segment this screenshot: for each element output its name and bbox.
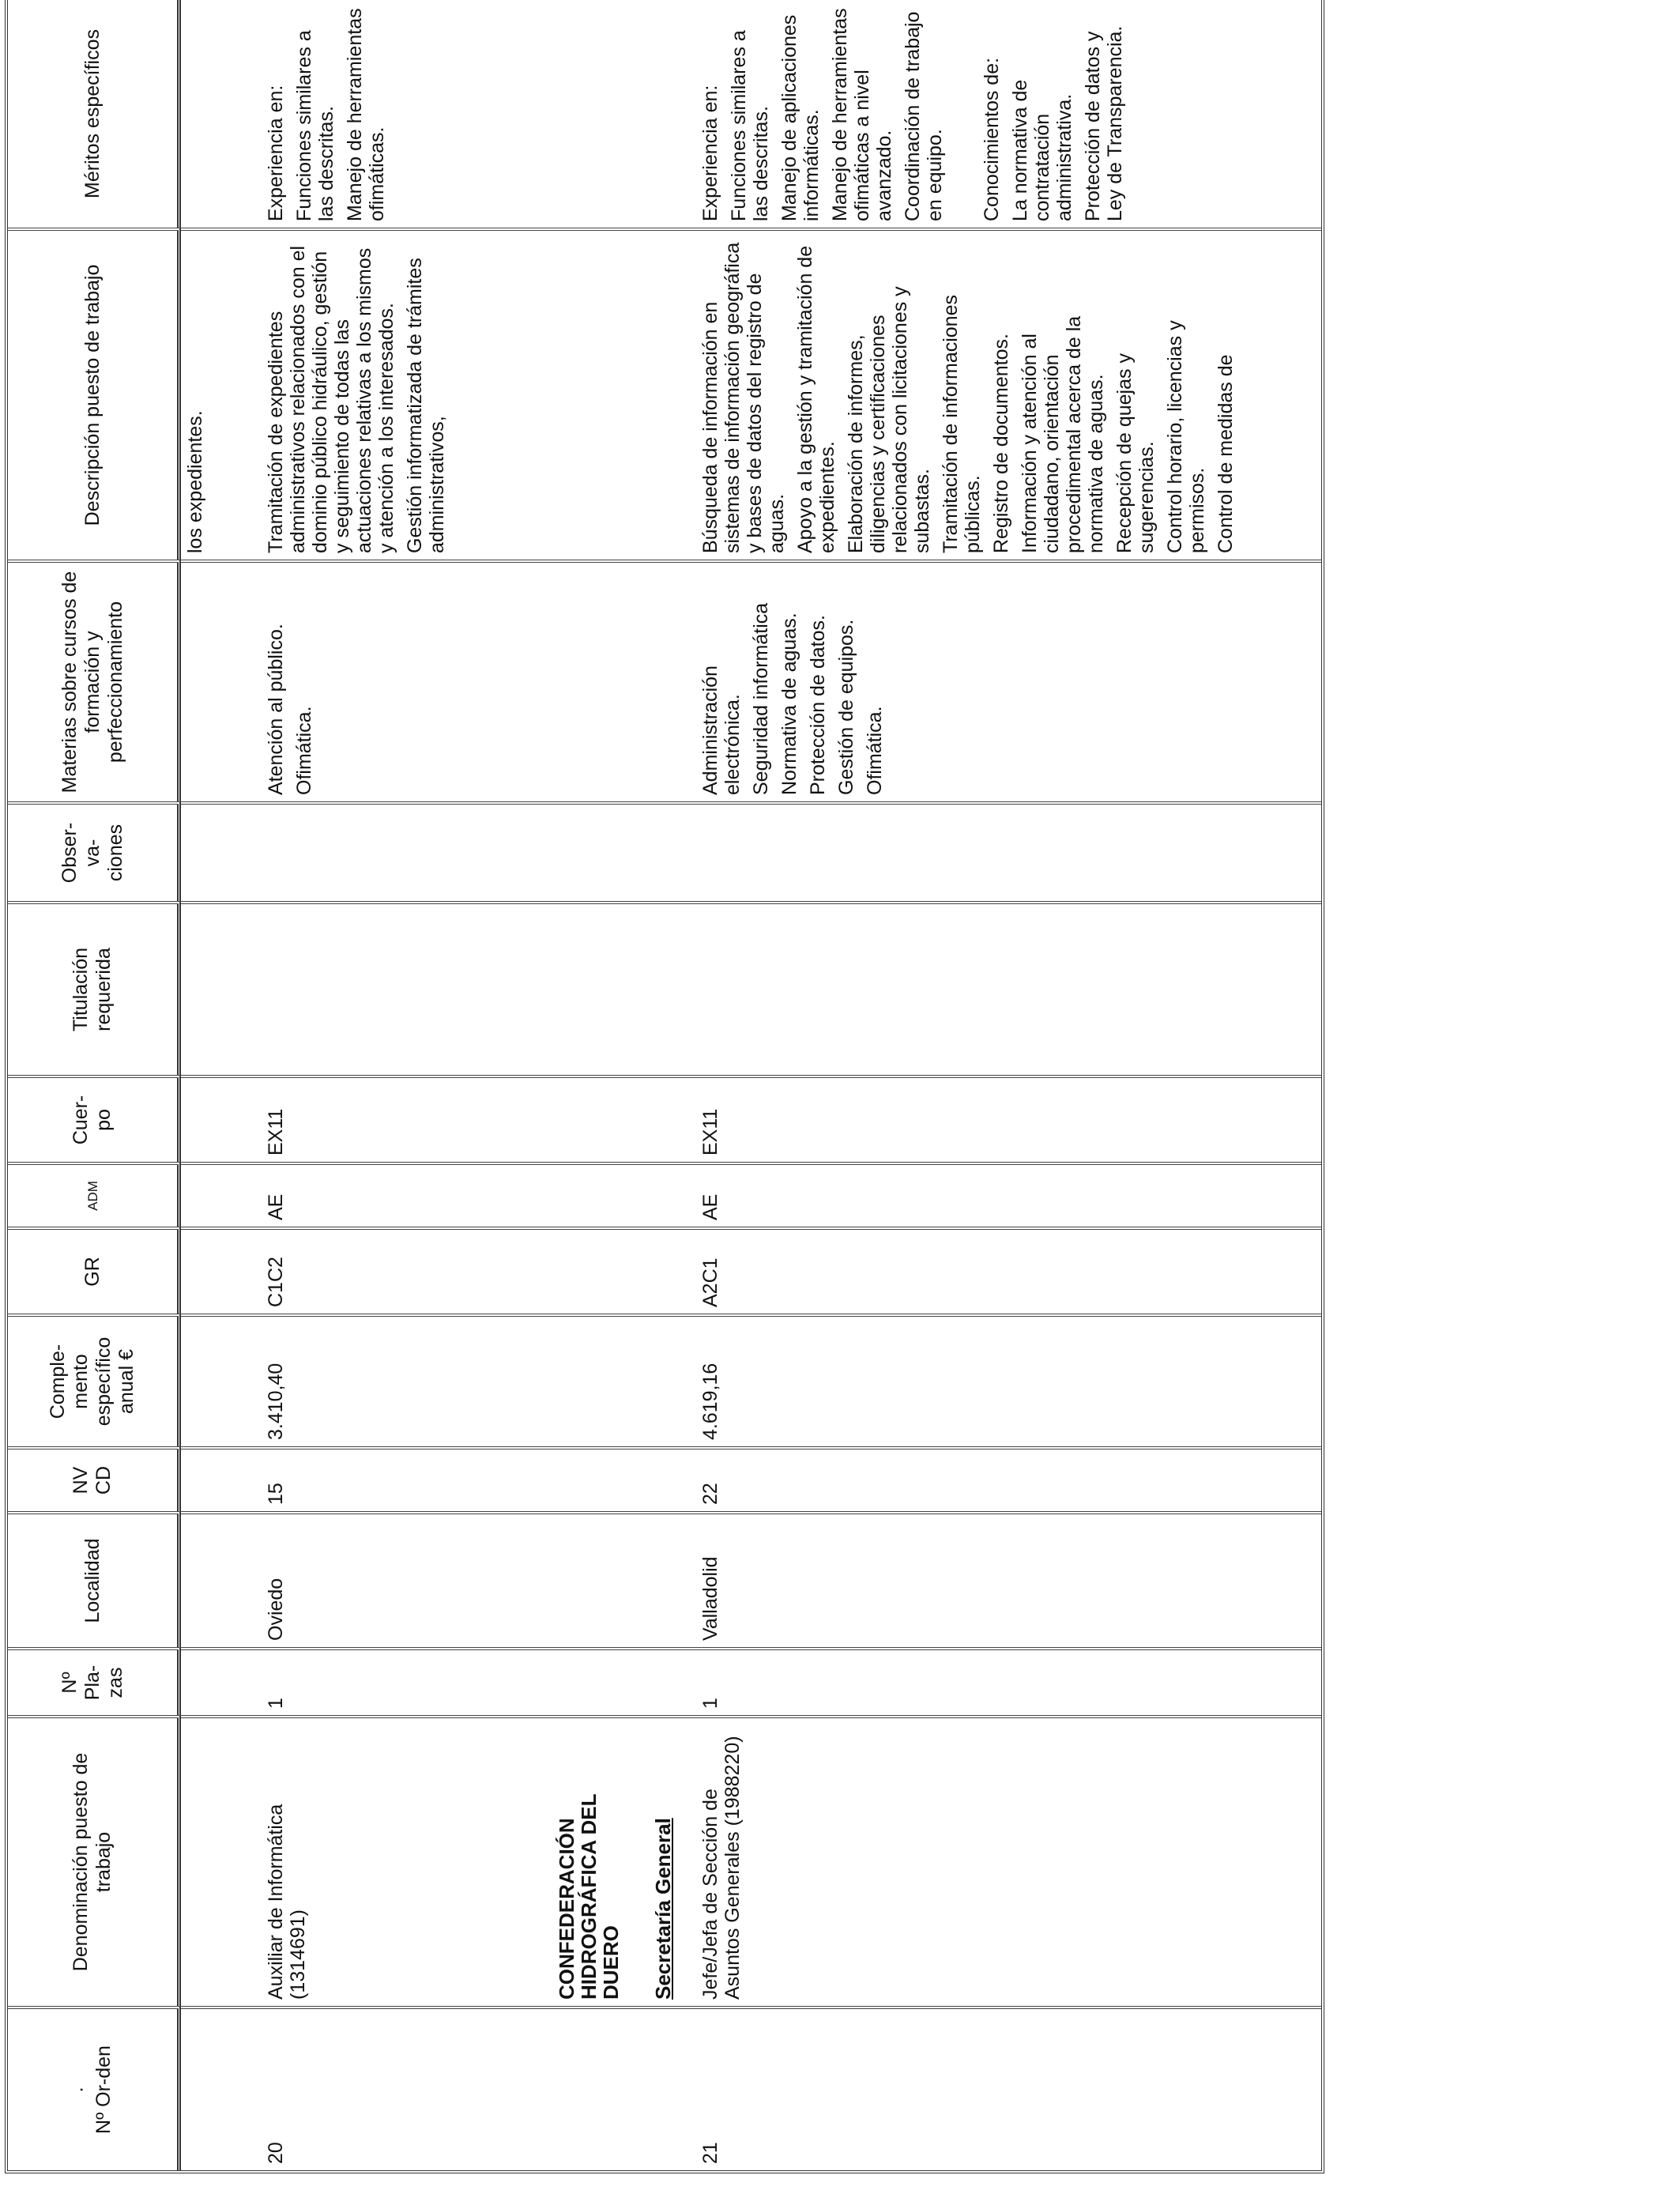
- materia-item: Ofimática.: [293, 706, 315, 795]
- header-row: [8, 0, 181, 2170]
- cell-cuerpo: EX11: [262, 1075, 551, 1162]
- merito-spacer: [952, 6, 974, 221]
- cell-grupo: C1C2: [262, 1227, 551, 1314]
- header-observaciones: Obser-va-ciones: [8, 801, 181, 901]
- header-nivel: NV CD: [8, 1446, 181, 1511]
- descripcion-item: Control horario, licencias y permisos.: [1164, 320, 1208, 553]
- descripcion-item: Recepción de quejas y sugerencias.: [1113, 353, 1158, 553]
- descripcion-item: Tramitación de expedientes administrativos relacionados con el dominio público hidráulico, gestión y seguimiento de todas las actuaciones relativas a los mismos y atención a los interesados.: [265, 245, 397, 553]
- descripcion-item: Control de medidas de: [1215, 354, 1237, 553]
- cell-cuerpo: EX11: [696, 1075, 1321, 1162]
- merito-item: Manejo de herramientas ofimáticas.: [344, 8, 388, 221]
- materia-item: Seguridad informática: [750, 602, 772, 795]
- section-row: [551, 0, 696, 2170]
- materia-item: Atención al público.: [265, 624, 287, 795]
- cell-materias: [696, 560, 1321, 801]
- header-descripcion: Descripción puesto de trabajo: [8, 228, 181, 560]
- materia-item: Administración electrónica.: [699, 665, 744, 795]
- header-orden-label: Nº Or-den: [92, 2045, 115, 2134]
- section-organismo: CONFEDERACIÓN HIDROGRÁFICA DEL DUERO: [555, 1794, 623, 2000]
- cell-localidad: Oviedo: [262, 1511, 551, 1647]
- descripcion-item: Registro de documentos.: [990, 334, 1012, 553]
- continuation-row: [181, 0, 262, 2170]
- section-cell: [551, 1715, 696, 2006]
- header-plazas: Nº Pla-zas: [8, 1647, 181, 1715]
- header-cuerpo: Cuer-po: [8, 1075, 181, 1162]
- cell-orden: 21: [696, 2006, 1321, 2170]
- merito-item: Experiencia en:: [699, 85, 721, 221]
- cell-adm: AE: [696, 1162, 1321, 1227]
- merito-item: Manejo de aplicaciones informáticas.: [778, 14, 823, 221]
- descripcion-item: Información y atención al ciudadano, orientación procedimental acerca de la normativa de aguas.: [1019, 315, 1107, 553]
- cell-meritos: [696, 0, 1321, 228]
- merito-item: La normativa de contratación administrativa.: [1009, 79, 1075, 221]
- cell-orden: 20: [262, 2006, 551, 2170]
- cell-plazas: 1: [262, 1647, 551, 1715]
- table-row: [696, 0, 1321, 2170]
- cell-denominacion: Jefe/Jefa de Sección de Asuntos Generales (1988220): [696, 1715, 1321, 2006]
- descripcion-item: Gestión informatizada de trámites administrativos,: [404, 258, 448, 553]
- descripcion-item: Apoyo a la gestión y tramitación de expedientes.: [794, 245, 838, 553]
- materia-item: Normativa de aguas.: [778, 613, 800, 795]
- cell-denominacion: Auxiliar de Informática (1314691): [262, 1715, 551, 2006]
- header-localidad: Localidad: [8, 1511, 181, 1647]
- continuation-descripcion: los expedientes.: [181, 228, 262, 560]
- cell-localidad: Valladolid: [696, 1511, 1321, 1647]
- header-titulacion: Titulación requerida: [8, 901, 181, 1075]
- cell-observaciones: [262, 801, 551, 901]
- cell-plazas: 1: [696, 1647, 1321, 1715]
- cell-meritos: [262, 0, 551, 228]
- merito-item: Experiencia en:: [265, 85, 287, 221]
- materia-item: Gestión de equipos.: [835, 619, 857, 795]
- materia-item: Ofimática.: [864, 706, 886, 795]
- merito-item: Funciones similares a las descritas.: [728, 30, 772, 221]
- cell-complemento: 3.410,40: [262, 1314, 551, 1446]
- table-row: [262, 0, 551, 2170]
- section-unidad: Secretaría General: [651, 1818, 675, 2000]
- header-complemento: Comple-mento específico anual €: [8, 1314, 181, 1446]
- cell-materias: [262, 560, 551, 801]
- merito-item: Manejo de herramientas ofimáticas a nivel avanzado.: [829, 8, 895, 221]
- header-grupo: GR: [8, 1227, 181, 1314]
- cell-nivel: 15: [262, 1446, 551, 1511]
- header-orden: [8, 2006, 181, 2170]
- header-orden-dot: ·: [70, 2086, 92, 2094]
- cell-descripcion: [696, 228, 1321, 560]
- merito-item: Coordinación de trabajo en equipo.: [902, 11, 946, 221]
- merito-item: Protección de datos y Ley de Transparencia.: [1082, 25, 1126, 221]
- cell-nivel: 22: [696, 1446, 1321, 1511]
- header-materias: Materias sobre cursos de formación y perfeccionamiento: [8, 560, 181, 801]
- cell-observaciones: [696, 801, 1321, 901]
- descripcion-item: Elaboración de informes, diligencias y certificaciones relacionados con licitaciones y subastas.: [845, 286, 933, 553]
- header-meritos: Méritos específicos: [8, 0, 181, 228]
- descripcion-item: Búsqueda de información en sistemas de información geográfica y bases de datos del registro de aguas.: [699, 242, 788, 553]
- cell-titulacion: [696, 901, 1321, 1075]
- job-positions-table: [5, 0, 1324, 2173]
- merito-item: Funciones similares a las descritas.: [293, 30, 337, 221]
- cell-grupo: A2C1: [696, 1227, 1321, 1314]
- cell-complemento: 4.619,16: [696, 1314, 1321, 1446]
- cell-descripcion: [262, 228, 551, 560]
- merito-item: Conocimientos de:: [981, 57, 1003, 221]
- cell-adm: AE: [262, 1162, 551, 1227]
- materia-item: Protección de datos.: [807, 615, 829, 795]
- cell-titulacion: [262, 901, 551, 1075]
- descripcion-item: Tramitación de informaciones públicas.: [940, 295, 984, 553]
- header-adm: ADM: [8, 1162, 181, 1227]
- header-denominacion: Denominación puesto de trabajo: [8, 1715, 181, 2006]
